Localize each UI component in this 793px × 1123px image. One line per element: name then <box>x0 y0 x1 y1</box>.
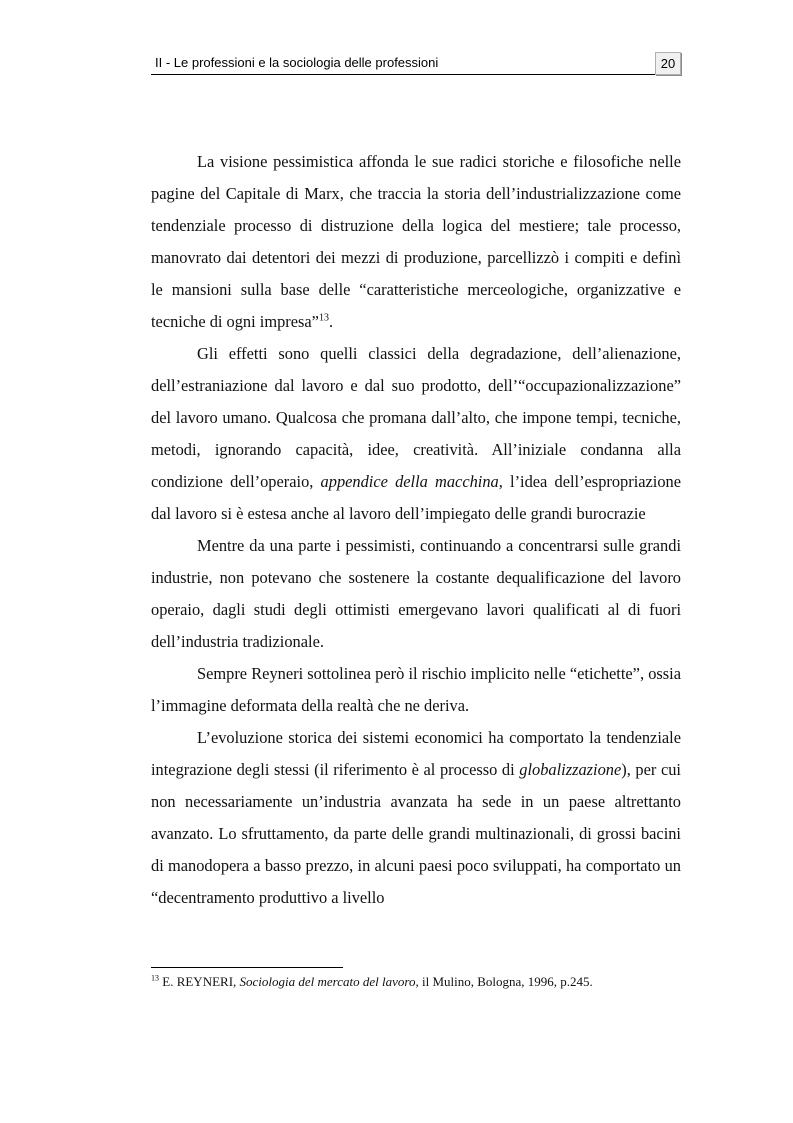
running-header <box>151 50 681 75</box>
paragraph-2-part-b: , l’idea dell’espropriazione dal lavoro si è estesa anche al lavoro dell’impiegato delle grandi burocrazie <box>151 472 682 523</box>
footnote-rest: , il Mulino, Bologna, 1996, p.245. <box>415 974 593 989</box>
paragraph-2 <box>151 338 681 530</box>
footnote-author: E. REYNERI, <box>159 974 240 989</box>
paragraph-3: Mentre da una parte i pessimisti, continuando a concentrarsi sulle grandi industrie, non potevano che sostenere la costante dequalificazione del lavoro operaio, dagli studi degli ottimisti emergevano lavori qualificati al di fuori dell’industria tradizionale. <box>151 536 681 651</box>
paragraph-1-text: La visione pessimistica affonda le sue radici storiche e filosofiche nelle pagine del Capitale di Marx, che traccia la storia dell’industrializzazione come tendenziale processo di distruzione della logica del mestiere; tale processo, manovrato dai detentori dei mezzi di produzione, parcellizzò i compiti e definì le mansioni sulla base delle “caratteristiche merceologiche, organizzative e tecniche di ogni impresa” <box>151 152 681 331</box>
paragraph-2-part-a: Gli effetti sono quelli classici della degradazione, dell’alienazione, dell’estraniazione dal lavoro e dal suo prodotto, dell’“occupazionalizzazione” del lavoro umano. Qualcosa che promana dall’alto, che impone tempi, tecniche, metodi, ignorando capacità, idee, creatività. All’iniziale condanna alla condizione dell’operaio, <box>151 344 681 491</box>
footnote-separator <box>151 967 343 968</box>
header-title: II - Le professioni e la sociologia delle professioni <box>155 55 439 70</box>
paragraph-4: Sempre Reyneri sottolinea però il rischio implicito nelle “etichette”, ossia l’immagine deformata della realtà che ne deriva. <box>151 664 681 715</box>
paragraph-1 <box>151 146 681 338</box>
footnote-number: 13 <box>151 973 159 983</box>
footnote <box>151 973 681 991</box>
paragraph-5-italic: globalizzazione <box>519 760 622 779</box>
body-text <box>151 146 681 914</box>
paragraph-5 <box>151 722 681 914</box>
paragraph-5-part-b: ), per cui non necessariamente un’industria avanzata ha sede in un paese altrettanto avanzato. Lo sfruttamento, da parte delle grandi multinazionali, di grossi bacini di manodopera a basso prezzo, in alcuni paesi poco sviluppati, ha comportato un “decentramento produttivo a livello <box>151 760 681 907</box>
paragraph-5-part-a: L’evoluzione storica dei sistemi economici ha comportato la tendenziale integrazione degli stessi (il riferimento è al processo di <box>151 728 681 779</box>
footnote-reference: 13 <box>318 312 329 324</box>
page-number: 20 <box>655 52 681 75</box>
paragraph-2-italic: appendice della macchina <box>320 472 499 491</box>
paragraph-1-end: . <box>328 312 334 331</box>
footnote-title: Sociologia del mercato del lavoro <box>239 974 416 989</box>
